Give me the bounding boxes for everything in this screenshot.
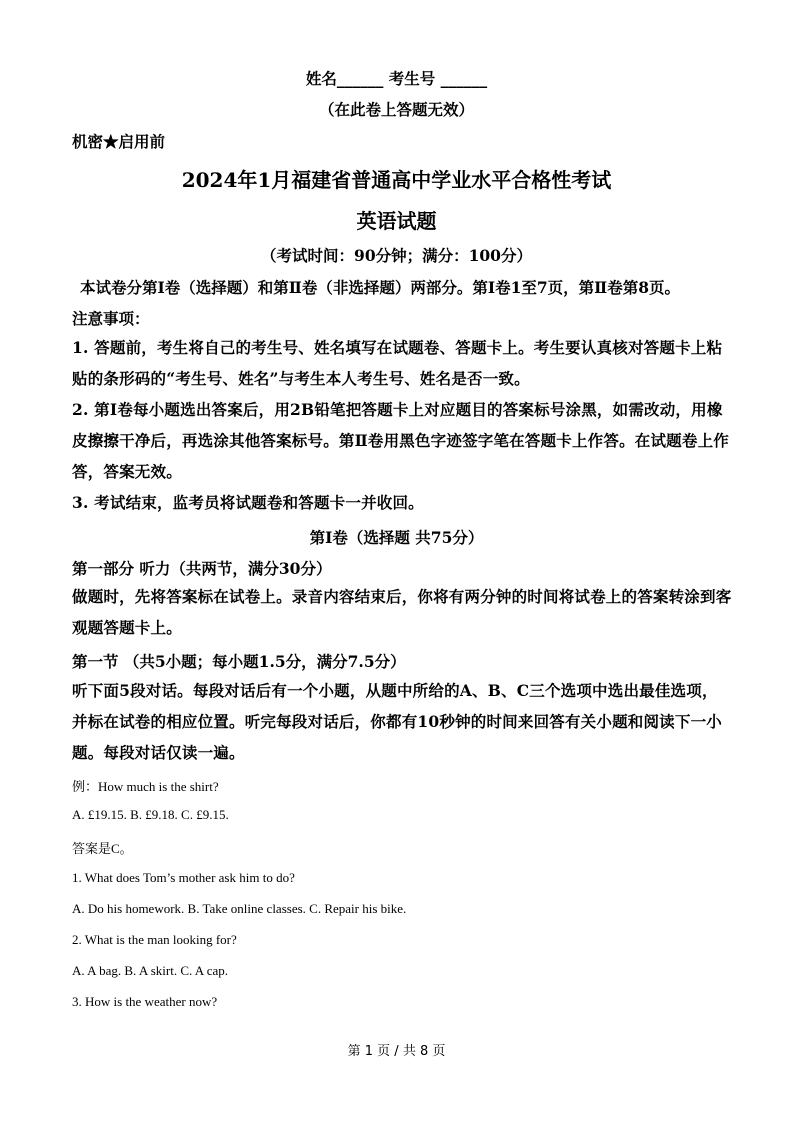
question-2: 2. What is the man looking for? [72, 932, 237, 947]
example-answer: 答案是C。 [72, 841, 133, 856]
subject-title: 英语试题 [356, 209, 437, 233]
intro-text: 本试卷分第Ⅰ卷（选择题）和第Ⅱ卷（非选择题）两部分。第Ⅰ卷1至7页，第Ⅱ卷第8页。 [80, 278, 680, 297]
example-question: 例：How much is the shirt? [72, 779, 219, 794]
time-score: （考试时间：90分钟；满分：100分） [261, 246, 532, 265]
node1-title: 第一节 （共5小题；每小题1.5分，满分7.5分） [72, 652, 406, 671]
notice-heading: 注意事项： [72, 309, 150, 328]
notice-item-2: 2. 第Ⅰ卷每小题选出答案后，用2B铅笔把答题卡上对应题目的答案标号涂黑，如需改动，用橡皮擦擦干净后，再选涂其他答案标号。第Ⅱ卷用黑色字迹签字笔在答题卡上作答。在试题卷上作答，答案无效。 [72, 400, 729, 481]
question-2-options: A. A bag. B. A skirt. C. A cap. [72, 963, 229, 978]
notice-item-1: 1. 答题前，考生将自己的考生号、姓名填写在试题卷、答题卡上。考生要认真核对答题卡上粘贴的条形码的“考生号、姓名”与考生本人考生号、姓名是否一致。 [72, 338, 723, 388]
name-id-line: 姓名______ 考生号 ______ [305, 69, 488, 88]
example-options: A. £19.15. B. £9.18. C. £9.15. [72, 807, 229, 822]
part1-title: 第一部分 听力（共两节，满分30分） [72, 559, 332, 578]
node1-instruction: 听下面5段对话。每段对话后有一个小题，从题中所给的A、B、C三个选项中选出最佳选项，并标在试卷的相应位置。听完每段对话后，你都有10秒钟的时间来回答有关小题和阅读下一小题。每段对话仅读一遍。 [72, 681, 722, 762]
section1-title: 第Ⅰ卷（选择题 共75分） [309, 528, 484, 547]
question-3: 3. How is the weather now? [72, 994, 218, 1009]
notice-item-3: 3. 考试结束，监考员将试题卷和答题卡一并收回。 [72, 493, 424, 512]
exam-title: 2024年1月福建省普通高中学业水平合格性考试 [181, 168, 612, 192]
confidential-label: 机密★启用前 [72, 132, 166, 151]
page-footer: 第 1 页 / 共 8 页 [347, 1044, 446, 1059]
invalid-note: （在此卷上答题无效） [318, 100, 474, 119]
part1-instruction: 做题时，先将答案标在试卷上。录音内容结束后，你将有两分钟的时间将试卷上的答案转涂到客观题答题卡上。 [72, 587, 732, 637]
question-1: 1. What does Tom’s mother ask him to do? [72, 870, 295, 885]
question-1-options: A. Do his homework. B. Take online classes. C. Repair his bike. [72, 901, 407, 916]
